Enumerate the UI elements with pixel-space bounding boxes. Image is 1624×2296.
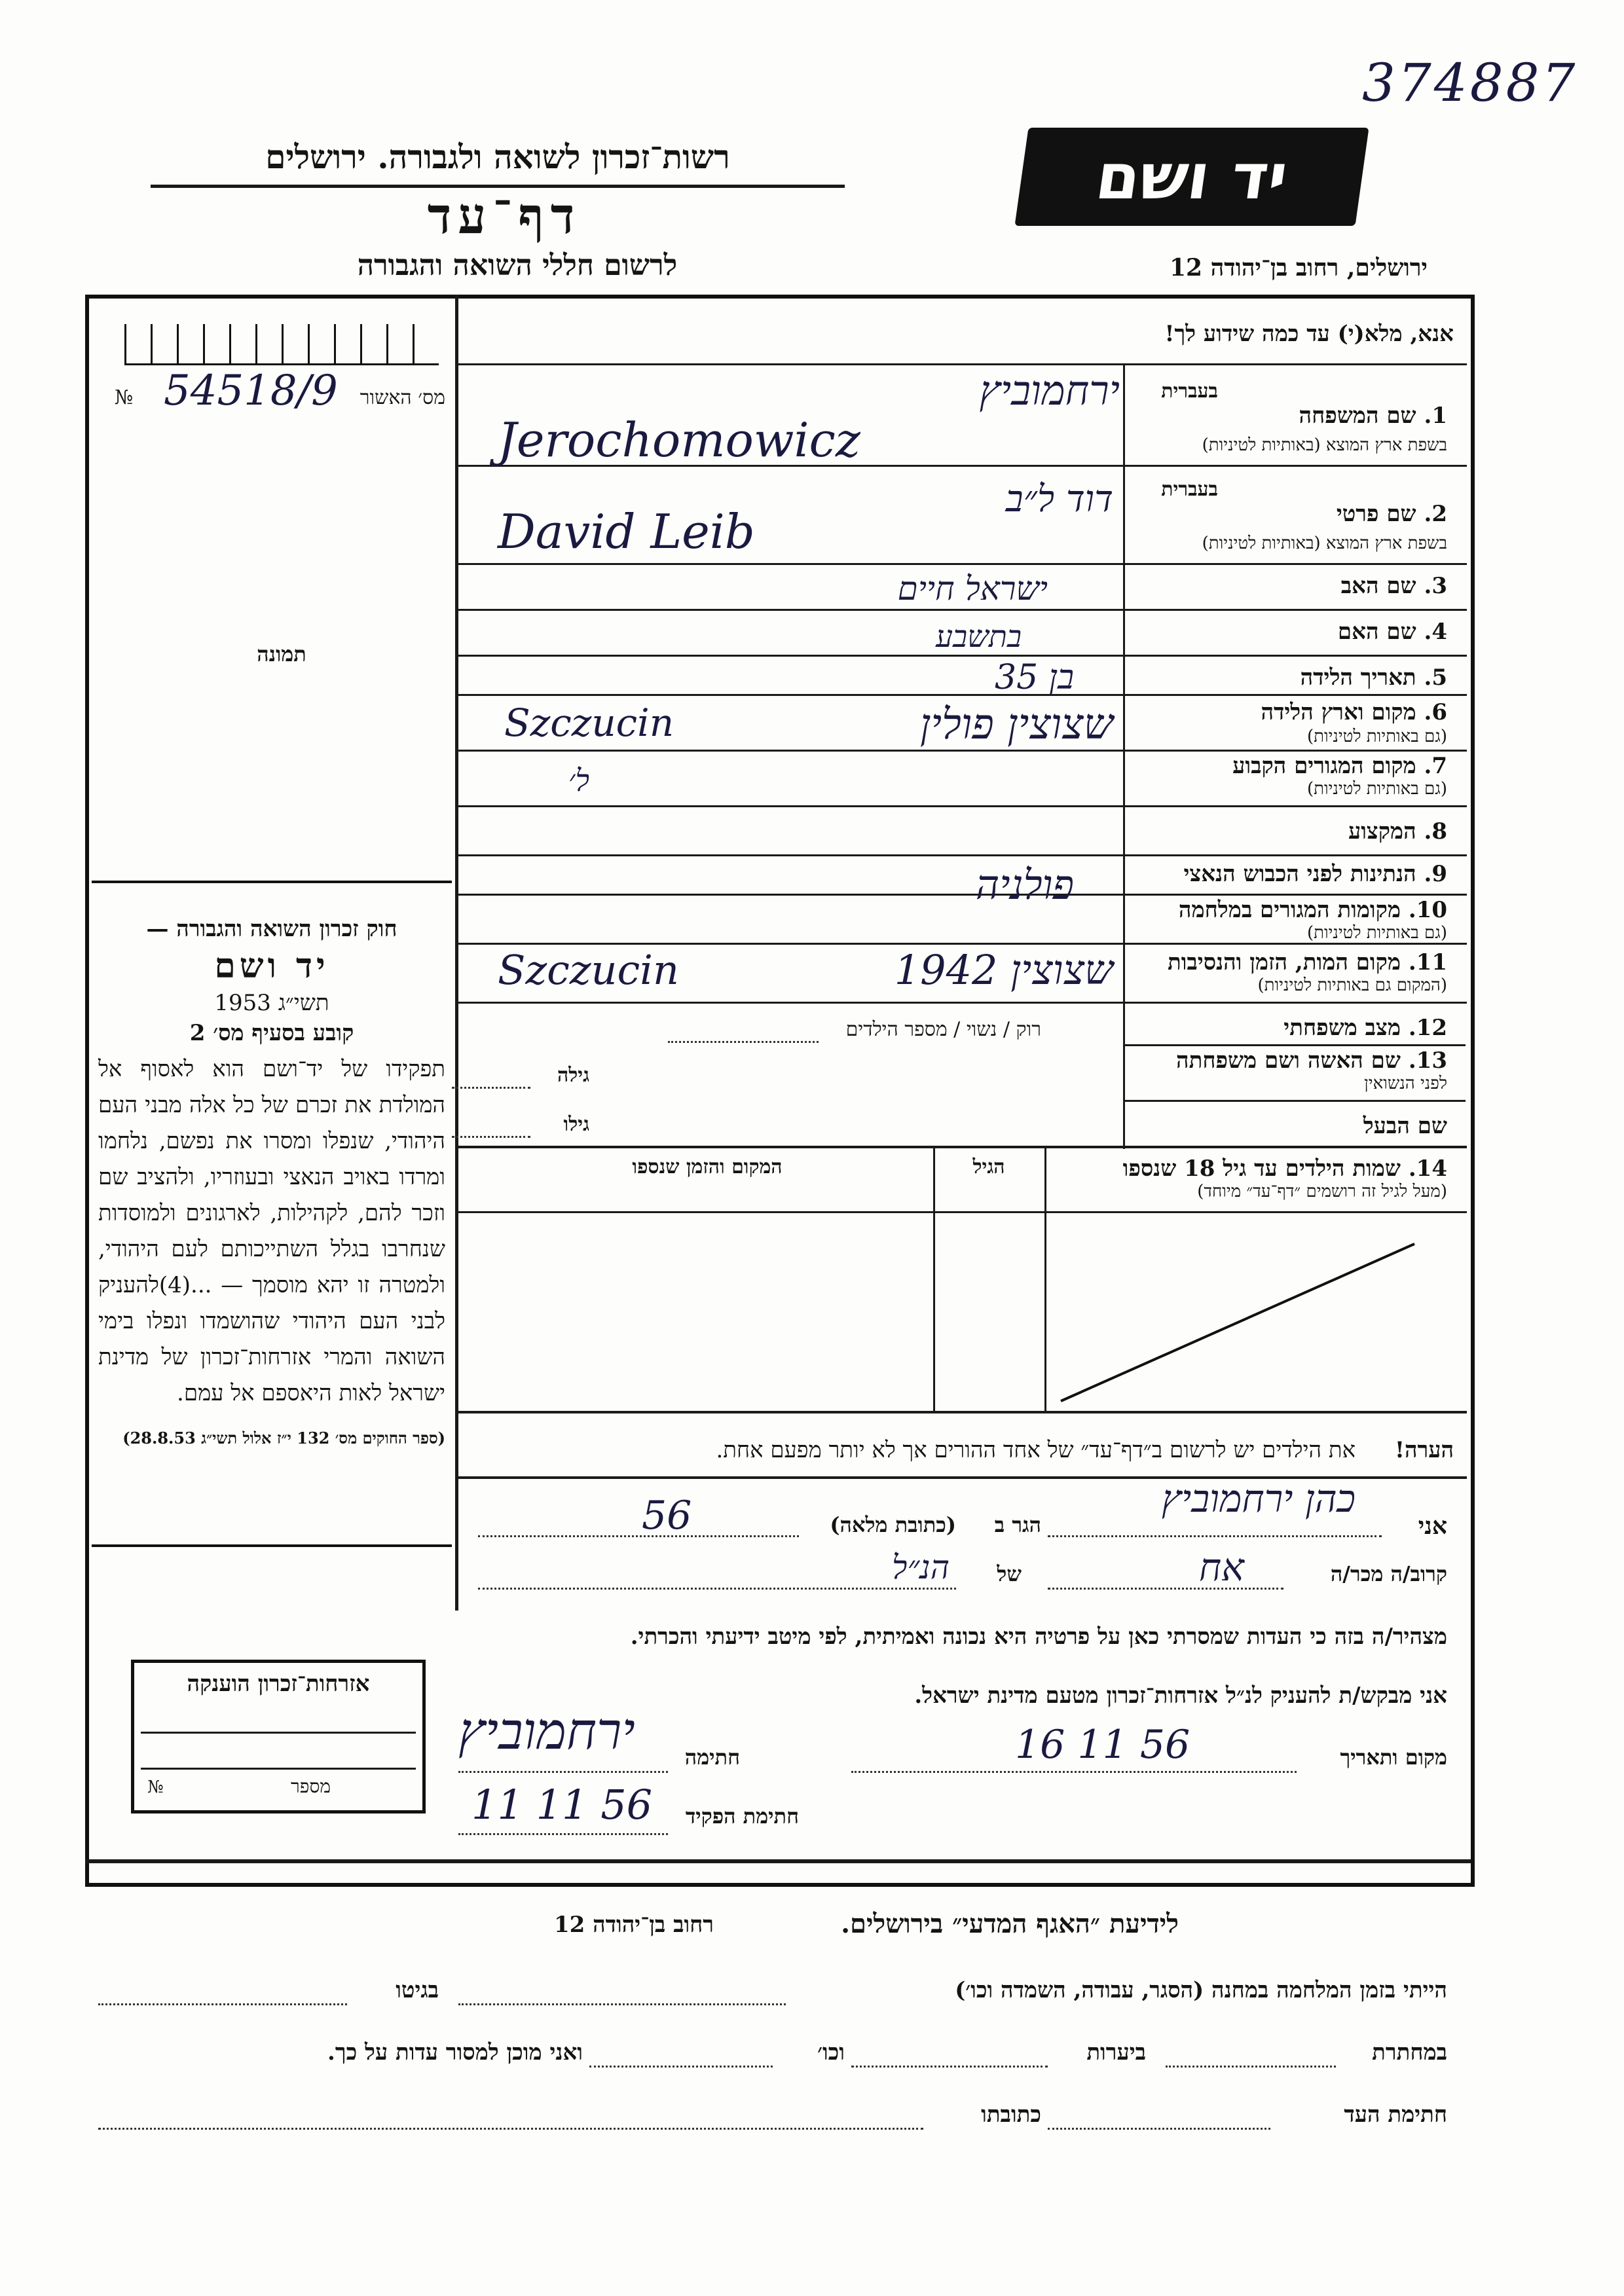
field-11-rule [458, 1002, 1467, 1004]
field-12-rule [1125, 1044, 1466, 1046]
field-6-rule [458, 750, 1467, 752]
footer-address: רחוב בן־יהודה 12 [553, 1912, 714, 1938]
approval-no-mark: № [115, 386, 134, 409]
declaration-statement: מצהיר/ה בזה כי העדות שמסרתי כאן על פרטיה היא נכונה ואמיתית, לפי מיטב ידיעתי והכרתי. [630, 1624, 1447, 1650]
field-1-tag: בעברית [1161, 380, 1218, 403]
intro-line: אנא, מלא(י) עד כמה שידוע לך! [1164, 321, 1454, 347]
birth-date-value: בן 35 [994, 658, 1074, 697]
field-8-label: 8. המקצוע [1348, 818, 1447, 845]
children-header-rule [458, 1211, 1467, 1213]
relative-label: קרוב/ה מכר/ה [1330, 1561, 1447, 1586]
footer-camp-line: הייתי בזמן המלחמה במחנה (הסגר, עבודה, השמדה וכו׳) [955, 1977, 1447, 2003]
yad-vashem-logo [1014, 128, 1369, 226]
header-address: ירושלים, רחוב בן־יהודה 12 [1169, 254, 1428, 282]
of-dots [478, 1588, 956, 1590]
field-13-rule [1125, 1100, 1466, 1102]
declaration-request: אני מבקש/ת להעניק לנ״ל אזרחות־זכרון מטעם מדינת ישראל. [914, 1683, 1447, 1709]
note-text: את הילדים יש לרשום ב״דף־עד״ של אחד ההורים אך לא יותר מפעם אחת. [716, 1437, 1356, 1463]
death-place-hebrew-value: שצוצין 1942 [894, 946, 1113, 994]
children-col-divider-1 [1044, 1147, 1046, 1412]
citizenship-rule-1 [141, 1732, 416, 1734]
of-label: של [997, 1561, 1022, 1586]
husband-age-label: גילו [563, 1113, 589, 1136]
law-section: קובע בסעיף מס׳ 2 [189, 1020, 354, 1046]
law-box [92, 881, 452, 1547]
children-sub: (מעל לגיל זה רושמים ״דף־עד״ מיוחד) [1197, 1182, 1447, 1201]
approval-ticks [124, 324, 439, 365]
field-12-label: 12. מצב משפחתי [1283, 1015, 1447, 1041]
declaration-i-label: אני [1418, 1512, 1447, 1540]
father-name-value: ישראל חיים [897, 570, 1048, 608]
relation-value: אח [1198, 1545, 1244, 1590]
law-title: חוק זכרון השואה והגבורה — [146, 916, 397, 942]
photo-label: תמונה [257, 642, 306, 666]
field-3-label: 3. שם האב [1340, 573, 1447, 599]
firstname-latin-value: David Leib [498, 504, 755, 559]
relation-dots [1048, 1588, 1283, 1590]
residence-value: ל׳ [568, 763, 589, 798]
surname-latin-value: Jerochomowicz [498, 412, 860, 467]
surname-hebrew-value: ירחמוביץ [979, 367, 1120, 414]
intro-rule [458, 363, 1467, 365]
children-age-col: הגיל [972, 1156, 1005, 1178]
field-4-label: 4. שם האם [1337, 619, 1447, 645]
declarant-value: כהן ירחמוביץ [1161, 1476, 1356, 1521]
field-13-sub: לפני הנשואין [1364, 1074, 1447, 1093]
footer-forests: ביערות [1086, 2039, 1146, 2066]
law-name: יד ושם [214, 946, 329, 986]
place-date-value: 16 11 56 [1015, 1722, 1190, 1768]
children-strike-line [1048, 1231, 1428, 1414]
citizenship-title: אזרחות־זכרון הוענקה [187, 1671, 370, 1697]
footer-witness-addr: כתובתו [981, 2102, 1041, 2128]
approval-number: 54518/9 [164, 367, 338, 415]
signature-value: ירחמוביץ [458, 1702, 635, 1761]
officer-signature-value: 11 11 56 [471, 1781, 653, 1829]
field-10-rule [458, 943, 1467, 945]
field-2-sub: בשפת ארץ המוצא (באותיות לטיניות) [1202, 534, 1447, 553]
mother-name-value: בתשבע [936, 619, 1022, 654]
field-12-children-dots [668, 1041, 819, 1043]
footer-witness-addr-dots [98, 2128, 923, 2130]
law-year: תשי״ג 1953 [214, 990, 329, 1016]
field-8-rule [458, 854, 1467, 856]
citizenship-number-label: מספר [291, 1776, 331, 1797]
footer-partisans: במחתרת [1372, 2039, 1447, 2066]
institution-name: רשות־זכרון לשואה ולגבורה. ירושלים [265, 137, 730, 176]
footer-ghetto: בגיטו [396, 1977, 439, 2003]
address-value: 56 [642, 1493, 692, 1539]
field-4-rule [458, 655, 1467, 657]
field-13-label: 13. שם האשה ושם משפחתה [1176, 1048, 1447, 1074]
archive-number: 374887 [1362, 52, 1578, 113]
approval-label: מס׳ האשור [360, 386, 445, 409]
citizenship-box [131, 1660, 426, 1813]
declarant-dots [1048, 1535, 1382, 1537]
field-7-label: 7. מקום המגורים הקבוע [1232, 753, 1447, 779]
law-source: (ספר החוקים מס׳ 132 י״ז אלול תשי״ג 28.8.53) [122, 1429, 445, 1448]
law-body: תפקידו של יד־ושם הוא לאסוף אל המולדת את זכרם של כל אלה מבני העם היהודי, שנפלו ומסרו את נפשם, נלחמו ומרדו באויב הנאצי ובעוזריו, ולהציב שם וזכר להם, לקהילות, לארגונים ולמוסדות שנחרבו בגלל השתייכותם לעם היהודי, ולמטרה זו יהא מוסמך — ...(4)להעניק לבני העם היהודי שהושמדו ונפלו בימי השואה והמרי אזרחות־זכרון של מדינת ישראל לאות היאספם אל עמם. [98, 1056, 445, 1406]
wife-age-label: גילה [557, 1064, 589, 1087]
form-subtitle: לרשום חללי השואה והגבורה [357, 249, 678, 282]
field-6-sub: (גם באותיות לטיניות) [1306, 727, 1447, 746]
logo-text: יד ושם [1091, 140, 1293, 213]
place-date-label: מקום ותאריך [1340, 1745, 1447, 1770]
field-7-sub: (גם באותיות לטיניות) [1306, 779, 1447, 799]
officer-dots [458, 1833, 668, 1835]
footer-partisans-dots [1166, 2066, 1336, 2068]
field-1-label: 1. שם המשפחה [1299, 403, 1447, 429]
signature-label: חתימה [684, 1745, 740, 1770]
field-6-label: 6. מקום וארץ הלידה [1261, 699, 1447, 725]
footer-etc: וכו׳ [817, 2039, 845, 2066]
form-title: דף־עד [427, 187, 581, 245]
footer-camp-dots [458, 2003, 786, 2005]
citizenship-no-mark: № [147, 1777, 164, 1797]
footer-witness-sig: חתימת העד [1344, 2102, 1447, 2128]
wife-age-dots [452, 1087, 530, 1089]
husband-age-dots [452, 1136, 530, 1138]
field-10-label: 10. מקומות המגורים במלחמה [1178, 897, 1447, 923]
label-column-divider [1123, 363, 1125, 1149]
of-value: הנ״ל [892, 1548, 950, 1586]
children-label: 14. שמות הילדים עד גיל 18 שנספו [1122, 1156, 1447, 1182]
field-12-status-text: רוק / נשוי / מספר הילדים [845, 1018, 1041, 1041]
birthplace-latin-value: Szczucin [504, 701, 674, 745]
footer-forests-dots [851, 2066, 1048, 2068]
field-10-sub: (גם באותיות לטיניות) [1306, 923, 1447, 943]
field-2-label: 2. שם פרטי [1336, 501, 1447, 527]
children-bottom-rule [458, 1411, 1467, 1413]
field-11-label: 11. מקום המות, הזמן והנסיבות [1167, 949, 1447, 975]
field-2-rule [458, 563, 1467, 565]
footer-etc-dots [589, 2066, 773, 2068]
footer-ready: ואני מוכן למסור עדות על כך. [327, 2039, 583, 2066]
field-14-top-rule [458, 1146, 1467, 1148]
address-label: (כתובת מלאה) [830, 1512, 956, 1537]
field-1-sub: בשפת ארץ המוצא (באותיות לטיניות) [1202, 435, 1447, 455]
field-3-rule [458, 609, 1467, 611]
resides-label: הגר ב [994, 1512, 1041, 1537]
footer-ghetto-dots [98, 2003, 347, 2005]
footer-witness-sig-dots [1048, 2128, 1270, 2130]
footer-title: לידיעת ״האגף המדעי״ בירושלים. [841, 1908, 1179, 1939]
field-2-tag: בעברית [1161, 478, 1218, 501]
signature-dots [458, 1771, 668, 1773]
field-9-label: 9. הנתינות לפני הכבוש הנאצי [1183, 861, 1447, 887]
children-col-divider-2 [933, 1147, 935, 1412]
citizenship-value: פולניה [975, 861, 1074, 909]
officer-signature-label: חתימת הפקיד [685, 1804, 799, 1829]
birthplace-hebrew-value: שצוצין פולין [919, 701, 1113, 749]
note-label: הערה! [1395, 1437, 1454, 1463]
husband-label: שם הבעל [1363, 1113, 1447, 1139]
field-11-sub: (המקום גם באותיות לטיניות) [1257, 975, 1447, 995]
footer-rule [85, 1859, 1471, 1863]
death-place-latin-value: Szczucin [498, 946, 679, 994]
place-date-dots [851, 1771, 1297, 1773]
firstname-hebrew-value: דוד ל״ב [1005, 478, 1113, 520]
field-5-label: 5. תאריך הלידה [1300, 665, 1447, 691]
children-place-col: המקום והזמן שנספו [632, 1156, 783, 1178]
address-dots [478, 1535, 799, 1537]
citizenship-rule-2 [141, 1768, 416, 1770]
field-7-rule [458, 805, 1467, 807]
